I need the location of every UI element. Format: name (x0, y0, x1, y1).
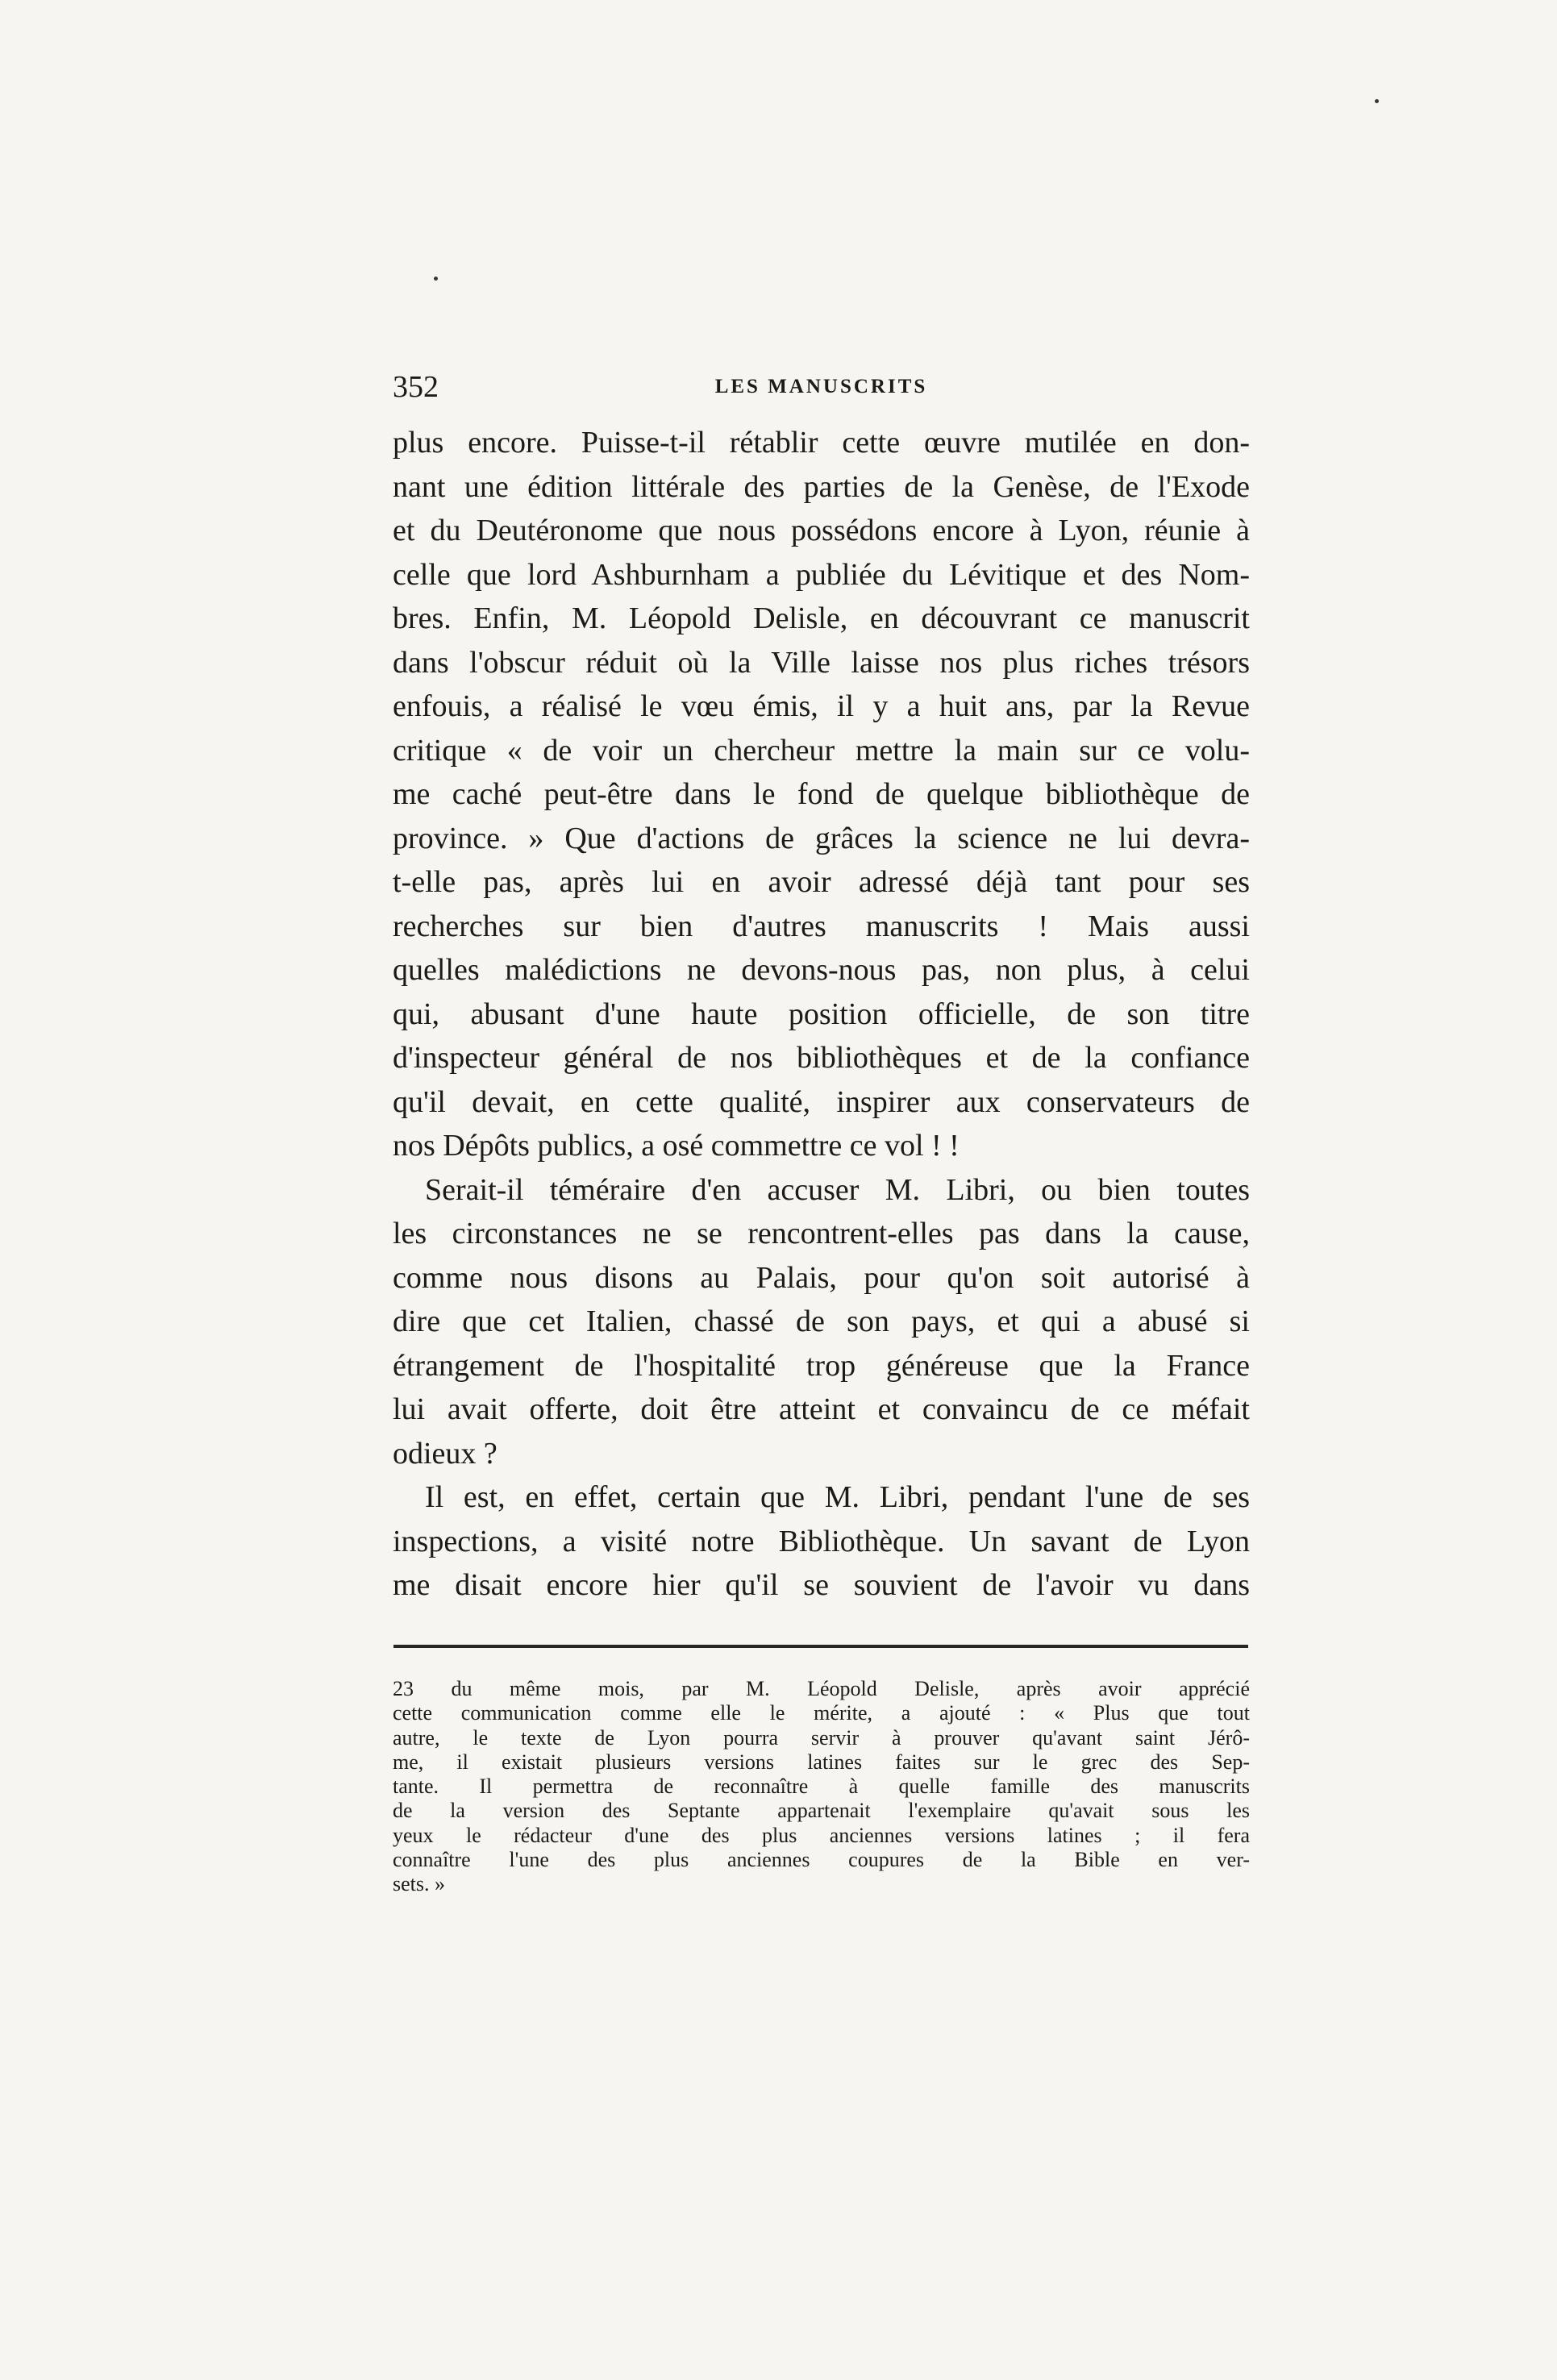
text-line: et du Deutéronome que nous possédons encore à Lyon, réunie à (393, 514, 1250, 547)
text-line: Il est, en effet, certain que M. Libri, pendant l'une de ses (425, 1480, 1250, 1514)
text-line: comme nous disons au Palais, pour qu'on soit autorisé à (393, 1260, 1250, 1295)
text-line: me disait encore hier qu'il se souvient de l'avoir vu dans (393, 1568, 1250, 1602)
footnote-line: connaître l'une des plus anciennes coupures de la Bible en ver- (393, 1848, 1250, 1872)
text-line: qu'il devait, en cette qualité, inspirer aux conservateurs de (393, 1084, 1250, 1119)
text-line: inspections, a visité notre Bibliothèque. Un savant de Lyon (393, 1524, 1250, 1558)
footnote-line: de la version des Septante appartenait l'exemplaire qu'avait sous les (393, 1799, 1250, 1823)
text-line: les circonstances ne se rencontrent-elles pas dans la cause, (393, 1217, 1250, 1250)
text-line: plus encore. Puisse-t-il rétablir cette œuvre mutilée en don- (393, 426, 1250, 460)
text-line: nos Dépôts publics, a osé commettre ce vol ! ! (393, 1129, 960, 1163)
text-line: nant une édition littérale des parties de la Genèse, de l'Exode (393, 469, 1250, 504)
text-line: me caché peut-être dans le fond de quelque bibliothèque de (393, 777, 1250, 811)
footnote (393, 1677, 1250, 1897)
running-head (393, 369, 1250, 410)
text-line: dire que cet Italien, chassé de son pays, et qui a abusé si (393, 1304, 1250, 1338)
text-line: étrangement de l'hospitalité trop généreuse que la France (393, 1348, 1250, 1383)
footnote-line: 23 du même mois, par M. Léopold Delisle, après avoir apprécié (393, 1677, 1250, 1700)
text-line: qui, abusant d'une haute position officielle, de son titre (393, 997, 1250, 1031)
footnote-line: me, il existait plusieurs versions latines faites sur le grec des Sep- (393, 1750, 1250, 1774)
footnote-line: yeux le rédacteur d'une des plus anciennes versions latines ; il fera (393, 1823, 1250, 1847)
footnote-line: cette communication comme elle le mérite, a ajouté : « Plus que tout (393, 1701, 1250, 1725)
text-line: d'inspecteur général de nos bibliothèques et de la confiance (393, 1041, 1250, 1075)
text-line: odieux ? (393, 1436, 497, 1471)
footnote-line: tante. Il permettra de reconnaître à quelle famille des manuscrits (393, 1775, 1250, 1799)
text-line: critique « de voir un chercheur mettre la main sur ce volu- (393, 733, 1250, 768)
text-line: quelles malédictions ne devons-nous pas, non plus, à celui (393, 953, 1250, 987)
page-number: 352 (393, 370, 439, 404)
footnote-line: sets. » (393, 1872, 445, 1896)
text-line: dans l'obscur réduit où la Ville laisse nos plus riches trésors (393, 645, 1250, 680)
text-line: lui avait offerte, doit être atteint et convaincu de ce méfait (393, 1392, 1250, 1426)
text-line: Serait-il téméraire d'en accuser M. Libri, ou bien toutes (425, 1172, 1250, 1207)
text-line: bres. Enfin, M. Léopold Delisle, en découvrant ce manuscrit (393, 601, 1250, 635)
running-title: LES MANUSCRITS (714, 376, 928, 397)
text-line: recherches sur bien d'autres manuscrits ! Mais aussi (393, 909, 1250, 943)
text-line: t-elle pas, après lui en avoir adressé déjà tant pour ses (393, 865, 1250, 899)
ink-speck (1375, 99, 1379, 103)
ink-speck (434, 277, 438, 281)
body-text (393, 421, 1250, 1608)
text-line: province. » Que d'actions de grâces la science ne lui devra- (393, 821, 1250, 855)
text-line: celle que lord Ashburnham a publiée du Lévitique et des Nom- (393, 557, 1250, 592)
footnote-rule (393, 1645, 1248, 1648)
text-line: enfouis, a réalisé le vœu émis, il y a huit ans, par la Revue (393, 689, 1250, 723)
footnote-line: autre, le texte de Lyon pourra servir à prouver qu'avant saint Jérô- (393, 1725, 1250, 1750)
